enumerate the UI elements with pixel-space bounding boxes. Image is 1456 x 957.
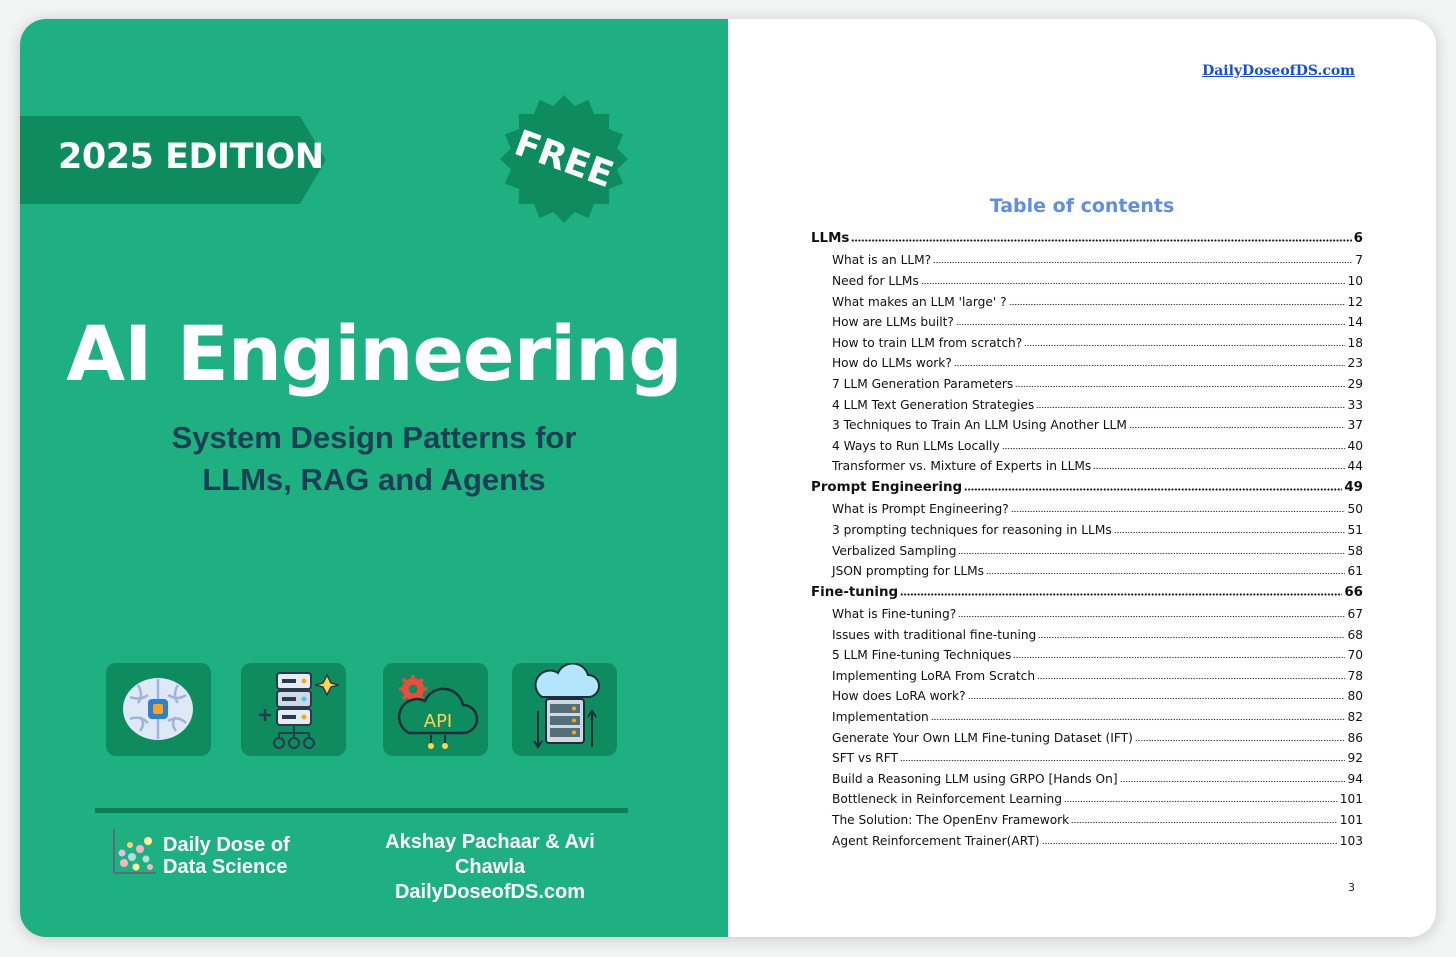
toc-section-entry[interactable] (811, 356, 1363, 377)
toc-entry-page: 33 (1347, 397, 1363, 412)
toc-entry-label: 3 prompting techniques for reasoning in LLMs (832, 522, 1112, 537)
toc-entry-label: How are LLMs built? (832, 315, 954, 330)
toc-leader-dots (1013, 651, 1345, 659)
authors: Akshay Pachaar & Avi Chawla (385, 831, 595, 878)
toc-section-entry[interactable] (811, 731, 1363, 752)
toc-entry-page: 40 (1347, 438, 1363, 453)
book-subtitle-line-1: System Design Patterns for (171, 420, 577, 455)
toc-section-entry[interactable] (811, 502, 1363, 523)
toc-section-entry[interactable] (811, 439, 1363, 460)
toc-entry-page: 61 (1347, 564, 1363, 579)
brain-icon (106, 663, 211, 756)
toc-entry-label: Implementation (832, 710, 929, 725)
toc-entry-page: 94 (1347, 771, 1363, 786)
toc-leader-dots (933, 256, 1353, 264)
toc-leader-dots (1114, 526, 1346, 534)
toc-entry-page: 82 (1347, 710, 1363, 725)
toc-list (811, 231, 1363, 854)
toc-entry-page: 29 (1347, 376, 1363, 391)
toc-entry-label: Need for LLMs (832, 273, 919, 288)
brand-name-line-1: Daily Dose of (163, 834, 290, 856)
toc-entry-page: 10 (1347, 273, 1363, 288)
toc-section-entry[interactable] (811, 274, 1363, 295)
toc-section-entry[interactable] (811, 459, 1363, 480)
toc-section-entry[interactable] (811, 295, 1363, 316)
server-network-icon-tile (241, 663, 346, 756)
toc-entry-label: Generate Your Own LLM Fine-tuning Dataset (IFT) (832, 730, 1133, 745)
toc-entry-label: Agent Reinforcement Trainer(ART) (832, 833, 1040, 848)
toc-heading: Table of contents (989, 195, 1175, 217)
api-cloud-icon (383, 663, 488, 756)
toc-leader-dots (958, 547, 1345, 555)
toc-entry-page: 80 (1347, 689, 1363, 704)
toc-section-entry[interactable] (811, 398, 1363, 419)
toc-entry-page: 67 (1347, 607, 1363, 622)
toc-entry-page: 58 (1347, 543, 1363, 558)
toc-leader-dots (1036, 401, 1345, 409)
toc-entry-label: SFT vs RFT (832, 751, 898, 766)
toc-entry-label: What is Fine-tuning? (832, 607, 957, 622)
toc-entry-label: Implementing LoRA From Scratch (832, 668, 1036, 683)
toc-entry-page: 49 (1344, 479, 1363, 495)
toc-section-entry[interactable] (811, 523, 1363, 544)
toc-entry-page: 101 (1339, 813, 1363, 828)
toc-entry-page: 103 (1339, 833, 1363, 848)
toc-section-entry[interactable] (811, 669, 1363, 690)
toc-entry-page: 92 (1347, 751, 1363, 766)
toc-entry-label: 4 LLM Text Generation Strategies (832, 397, 1035, 412)
toc-entry-label: LLMs (811, 231, 850, 246)
toc-entry-label: How does LoRA work? (832, 689, 966, 704)
toc-section-entry[interactable] (811, 834, 1363, 855)
toc-entry-label: Bottleneck in Reinforcement Learning (832, 792, 1062, 807)
page-number: 3 (1348, 881, 1355, 894)
toc-section-entry[interactable] (811, 253, 1363, 274)
toc-entry-label: How to train LLM from scratch? (832, 335, 1023, 350)
toc-leader-dots (1064, 795, 1338, 803)
toc-entry-label: 5 LLM Fine-tuning Techniques (832, 648, 1012, 663)
toc-entry-label: Fine-tuning (811, 584, 899, 600)
toc-section-entry[interactable] (811, 628, 1363, 649)
toc-section-entry[interactable] (811, 813, 1363, 834)
toc-entry-label: How do LLMs work? (832, 356, 952, 371)
toc-entry-label: 7 LLM Generation Parameters (832, 376, 1014, 391)
toc-entry-page: 78 (1347, 668, 1363, 683)
toc-entry-label: 3 Techniques to Train An LLM Using Another LLM (832, 418, 1127, 433)
authors-block (352, 830, 628, 905)
toc-page (728, 19, 1436, 937)
toc-leader-dots (1042, 837, 1338, 845)
toc-leader-dots (1009, 298, 1346, 306)
book-subtitle (20, 417, 728, 501)
toc-leader-dots (1071, 816, 1337, 824)
toc-entry-label: What is Prompt Engineering? (832, 502, 1009, 517)
toc-leader-dots (900, 754, 1345, 762)
toc-leader-dots (1015, 380, 1345, 388)
toc-entry-page: 14 (1347, 315, 1363, 330)
toc-section-entry[interactable] (811, 689, 1363, 710)
toc-section-entry[interactable] (811, 772, 1363, 793)
edition-label: 2025 EDITION (58, 137, 324, 177)
daily-dose-logo-icon (110, 827, 158, 877)
brand-name (163, 834, 290, 878)
toc-entry-label: Prompt Engineering (811, 479, 963, 495)
book-cover (20, 19, 728, 937)
cover-divider (95, 808, 628, 813)
toc-entry-page: 6 (1353, 231, 1363, 246)
toc-leader-dots (958, 610, 1345, 618)
toc-leader-dots (956, 318, 1346, 326)
toc-leader-dots (851, 234, 1351, 242)
toc-entry-page: 68 (1347, 627, 1363, 642)
toc-entry-label: Issues with traditional fine-tuning (832, 627, 1037, 642)
site-link[interactable]: DailyDoseofDS.com (1202, 63, 1355, 79)
toc-entry-label: Build a Reasoning LLM using GRPO [Hands On] (832, 771, 1118, 786)
toc-entry-page: 66 (1344, 584, 1363, 600)
toc-entry-page: 86 (1347, 730, 1363, 745)
toc-leader-dots (1024, 339, 1345, 347)
cloud-server-icon (512, 663, 617, 756)
toc-section-entry[interactable] (811, 710, 1363, 731)
toc-leader-dots (1002, 442, 1346, 450)
toc-leader-dots (1129, 421, 1346, 429)
toc-leader-dots (1011, 505, 1346, 513)
toc-entry-label: Transformer vs. Mixture of Experts in LLMs (832, 459, 1092, 474)
toc-leader-dots (1037, 672, 1345, 680)
book-spread (20, 19, 1436, 937)
toc-leader-dots (1120, 775, 1346, 783)
toc-section-entry[interactable] (811, 377, 1363, 398)
toc-section-entry[interactable] (811, 564, 1363, 585)
toc-entry-label: Verbalized Sampling (832, 543, 957, 558)
toc-entry-label: 4 Ways to Run LLMs Locally (832, 438, 1000, 453)
toc-entry-page: 23 (1347, 356, 1363, 371)
toc-section-entry[interactable] (811, 336, 1363, 357)
book-subtitle-line-2: LLMs, RAG and Agents (202, 462, 546, 497)
toc-leader-dots (968, 692, 1346, 700)
toc-entry-label: The Solution: The OpenEnv Framework (832, 813, 1070, 828)
toc-entry-page: 37 (1347, 418, 1363, 433)
toc-leader-dots (1135, 734, 1346, 742)
toc-leader-dots (921, 277, 1346, 285)
toc-section-entry[interactable] (811, 607, 1363, 628)
toc-section-entry[interactable] (811, 648, 1363, 669)
free-badge-label: FREE (509, 122, 619, 196)
toc-leader-dots (1093, 462, 1345, 470)
toc-entry-page: 18 (1347, 335, 1363, 350)
toc-entry-label: What makes an LLM 'large' ? (832, 294, 1007, 309)
toc-leader-dots (986, 567, 1345, 575)
toc-section-entry[interactable] (811, 792, 1363, 813)
toc-entry-page: 51 (1347, 522, 1363, 537)
toc-chapter-entry[interactable] (811, 585, 1363, 607)
toc-chapter-entry[interactable] (811, 231, 1363, 253)
server-network-icon (241, 663, 346, 756)
api-cloud-icon-tile (383, 663, 488, 756)
toc-entry-label: JSON prompting for LLMs (832, 564, 985, 579)
svg-text:API: API (423, 711, 453, 732)
toc-entry-page: 70 (1347, 648, 1363, 663)
toc-section-entry[interactable] (811, 751, 1363, 772)
toc-leader-dots (1038, 631, 1345, 639)
toc-section-entry[interactable] (811, 315, 1363, 336)
toc-entry-page: 50 (1347, 502, 1363, 517)
brain-icon-tile (106, 663, 211, 756)
toc-leader-dots (900, 588, 1342, 596)
toc-section-entry[interactable] (811, 544, 1363, 565)
toc-entry-page: 101 (1339, 792, 1363, 807)
toc-leader-dots (954, 359, 1346, 367)
toc-entry-label: What is an LLM? (832, 253, 932, 268)
toc-leader-dots (964, 483, 1342, 491)
toc-entry-page: 7 (1355, 253, 1363, 268)
cloud-server-icon-tile (512, 663, 617, 756)
cover-website: DailyDoseofDS.com (394, 881, 586, 903)
brand-name-line-2: Data Science (163, 856, 288, 878)
toc-leader-dots (931, 713, 1346, 721)
toc-section-entry[interactable] (811, 418, 1363, 439)
toc-chapter-entry[interactable] (811, 480, 1363, 502)
book-title: AI Engineering (66, 309, 682, 398)
toc-entry-page: 12 (1347, 294, 1363, 309)
toc-entry-page: 44 (1347, 459, 1363, 474)
